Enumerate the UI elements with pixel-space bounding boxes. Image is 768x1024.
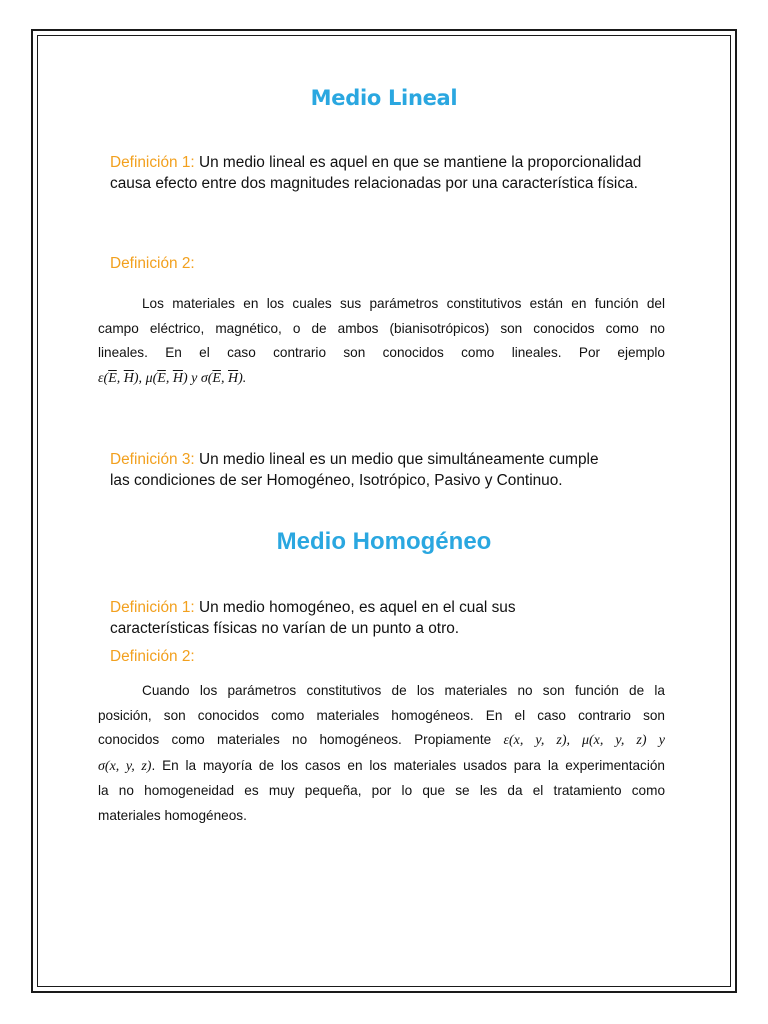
definition-3-lineal	[110, 450, 650, 491]
definition-1-lineal	[110, 153, 650, 194]
quote-line: Cuando los parámetros constitutivos de los materiales no son función de la	[142, 683, 665, 698]
quote-line: conocidos como materiales no homogéneos. Propiamente ε(x, y, z), μ(x, y, z) y	[98, 732, 665, 749]
definition-text-line: Un medio lineal es un medio que simultáneamente cumple	[198, 451, 599, 468]
section-title-medio-homogeneo: Medio Homogéneo	[276, 528, 492, 555]
definition-2-lineal-quote	[98, 292, 665, 391]
definition-2-homogeneo-label-row	[110, 647, 650, 668]
definition-label: Definición 3:	[110, 451, 195, 468]
quote-line: lineales. En el caso contrario son conocidos como lineales. Por ejemplo	[98, 345, 665, 361]
quote-line: posición, son conocidos como materiales homogéneos. En el caso contrario son	[98, 707, 665, 723]
definition-text-line: las condiciones de ser Homogéneo, Isotrópico, Pasivo y Continuo.	[110, 471, 563, 489]
definition-text-line: Un medio homogéneo, es aquel en el cual sus	[198, 599, 516, 616]
quote-line: la no homogeneidad es muy pequeña, por lo que se les da el tratamiento como	[98, 783, 665, 799]
definition-text: Un medio lineal es aquel en que se mantiene la proporcionalidad causa efecto entre dos magnitudes relacionadas por una característica física.	[110, 154, 642, 192]
definition-2-lineal-label-row	[110, 254, 650, 275]
definition-label: Definición 2:	[110, 648, 195, 665]
quote-line: σ(x, y, z). En la mayoría de los casos en los materiales usados para la experimentación	[98, 757, 665, 774]
definition-2-homogeneo-quote	[98, 679, 665, 829]
definition-label: Definición 1:	[110, 154, 195, 171]
definition-text-line: características físicas no varían de un punto a otro.	[110, 619, 460, 637]
definition-1-homogeneo	[110, 598, 650, 639]
quote-math-line: $\varepsilon(\overline{E}$, $\overline{H}$), $\mu(\overline{E}$, $\overline{H}$) y $\sigma(\overline{E}$, $\overline{H}$).	[98, 370, 247, 386]
definition-label: Definición 1:	[110, 599, 195, 616]
quote-line: Los materiales en los cuales sus parámetros constitutivos están en función del	[142, 296, 665, 311]
quote-line: materiales homogéneos.	[98, 807, 247, 823]
quote-line: campo eléctrico, magnético, o de ambos (bianisotrópicos) son conocidos como no	[98, 320, 665, 336]
section-title-medio-lineal: Medio Lineal	[310, 86, 458, 110]
definition-label: Definición 2:	[110, 255, 195, 272]
